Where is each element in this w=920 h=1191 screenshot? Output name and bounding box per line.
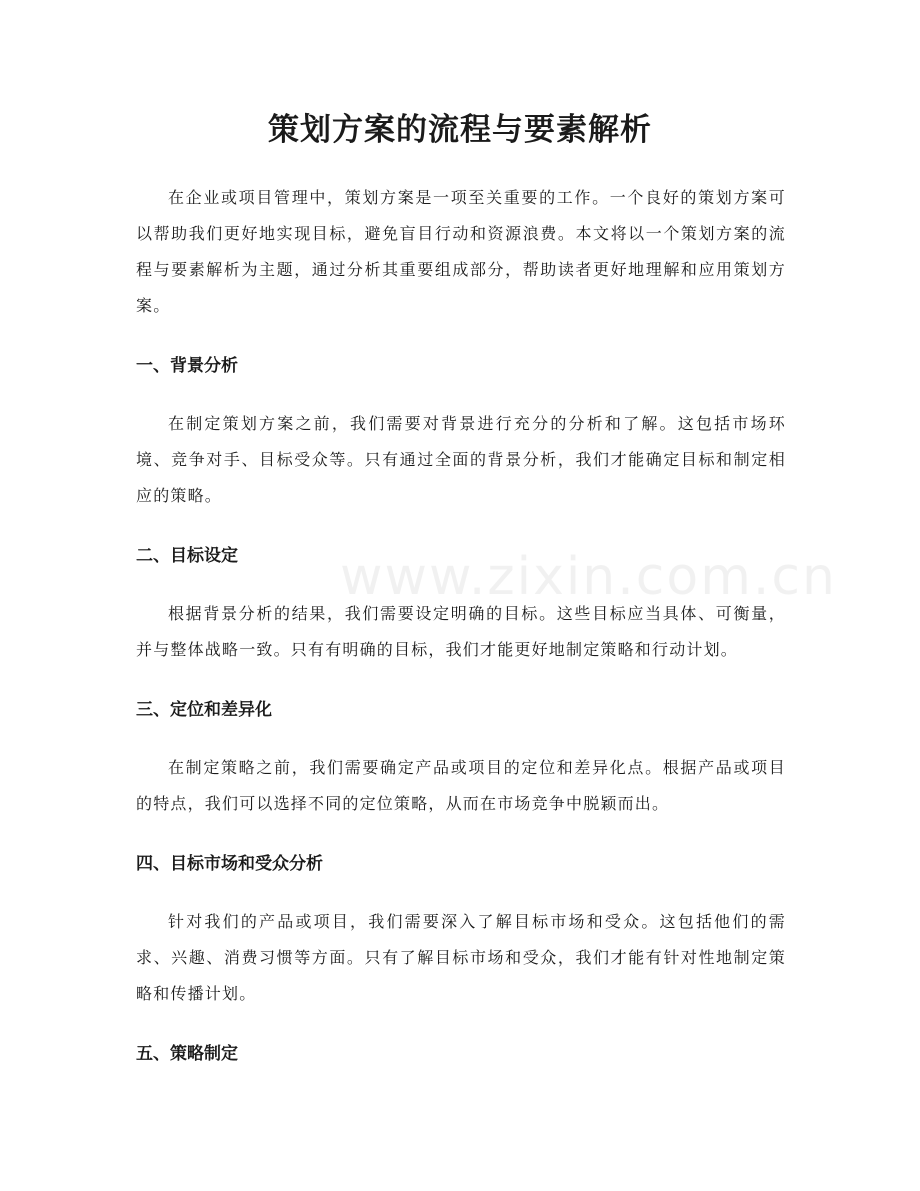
document-body bbox=[136, 180, 786, 1072]
section-paragraph-target-market: 针对我们的产品或项目，我们需要深入了解目标市场和受众。这包括他们的需求、兴趣、消费习惯等方面。只有了解目标市场和受众，我们才能有针对性地制定策略和传播计划。 bbox=[136, 912, 786, 1003]
watermark: www.zixin.com.cn bbox=[340, 547, 837, 607]
document-title: 策划方案的流程与要素解析 bbox=[268, 112, 652, 148]
section-heading-strategy: 五、策略制定 bbox=[136, 1044, 238, 1064]
section-paragraph-positioning: 在制定策略之前，我们需要确定产品或项目的定位和差异化点。根据产品或项目的特点，我们可以选择不同的定位策略，从而在市场竞争中脱颖而出。 bbox=[136, 758, 786, 813]
section-heading-target-market: 四、目标市场和受众分析 bbox=[136, 854, 323, 874]
section-paragraph-background: 在制定策划方案之前，我们需要对背景进行充分的分析和了解。这包括市场环境、竞争对手、目标受众等。只有通过全面的背景分析，我们才能确定目标和制定相应的策略。 bbox=[136, 414, 786, 505]
section-heading-background: 一、背景分析 bbox=[136, 356, 238, 376]
section-heading-goals: 二、目标设定 bbox=[136, 546, 238, 566]
section-heading-positioning: 三、定位和差异化 bbox=[136, 700, 272, 720]
intro-paragraph: 在企业或项目管理中，策划方案是一项至关重要的工作。一个良好的策划方案可以帮助我们更好地实现目标，避免盲目行动和资源浪费。本文将以一个策划方案的流程与要素解析为主题，通过分析其重要组成部分，帮助读者更好地理解和应用策划方案。 bbox=[136, 188, 786, 315]
section-paragraph-goals: 根据背景分析的结果，我们需要设定明确的目标。这些目标应当具体、可衡量，并与整体战略一致。只有有明确的目标，我们才能更好地制定策略和行动计划。 bbox=[136, 604, 786, 659]
